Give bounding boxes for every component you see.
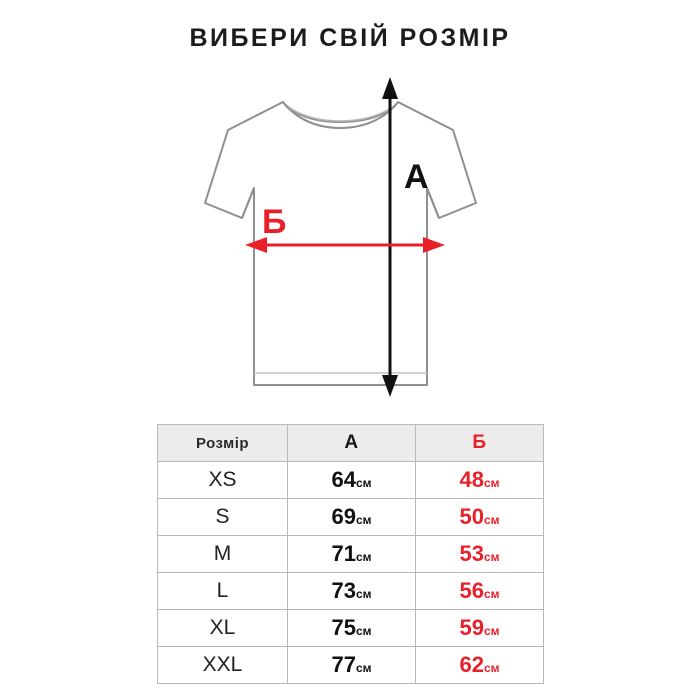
value-b: 56 (459, 578, 484, 603)
value-a: 71 (331, 541, 356, 566)
cell-a (288, 573, 416, 610)
value-b: 48 (459, 467, 484, 492)
column-header-size: Розмір (158, 425, 288, 462)
unit-label: см (355, 513, 372, 527)
size-table (157, 424, 544, 684)
cell-b (416, 462, 544, 499)
cell-a (288, 536, 416, 573)
table-header-row (158, 425, 544, 462)
value-b: 53 (459, 541, 484, 566)
cell-size: L (158, 573, 288, 610)
cell-size: XL (158, 610, 288, 647)
cell-b (416, 499, 544, 536)
cell-size: S (158, 499, 288, 536)
value-a: 64 (331, 467, 356, 492)
cell-b (416, 573, 544, 610)
cell-a (288, 462, 416, 499)
value-a: 77 (331, 652, 356, 677)
table-row (158, 462, 544, 499)
unit-label: см (355, 550, 372, 564)
measure-a-label: А (404, 158, 429, 196)
unit-label: см (483, 587, 500, 601)
cell-a (288, 610, 416, 647)
table-row (158, 499, 544, 536)
page-title: ВИБЕРИ СВІЙ РОЗМІР (189, 24, 511, 52)
value-a: 69 (331, 504, 356, 529)
cell-size: M (158, 536, 288, 573)
cell-a (288, 647, 416, 684)
value-b: 62 (459, 652, 484, 677)
unit-label: см (355, 661, 372, 675)
table-row (158, 573, 544, 610)
unit-label: см (355, 624, 372, 638)
tshirt-icon (150, 55, 550, 400)
unit-label: см (483, 661, 500, 675)
tshirt-diagram (150, 55, 550, 400)
unit-label: см (483, 550, 500, 564)
table-row (158, 536, 544, 573)
measure-b-label: Б (262, 203, 287, 241)
value-a: 73 (331, 578, 356, 603)
unit-label: см (483, 624, 500, 638)
value-a: 75 (331, 615, 356, 640)
cell-size: XXL (158, 647, 288, 684)
unit-label: см (483, 476, 500, 490)
column-header-a: А (288, 425, 416, 462)
cell-a (288, 499, 416, 536)
cell-b (416, 647, 544, 684)
cell-size: XS (158, 462, 288, 499)
value-b: 50 (459, 504, 484, 529)
unit-label: см (483, 513, 500, 527)
value-b: 59 (459, 615, 484, 640)
unit-label: см (355, 587, 372, 601)
column-header-b: Б (416, 425, 544, 462)
table-row (158, 610, 544, 647)
table-row (158, 647, 544, 684)
unit-label: см (355, 476, 372, 490)
cell-b (416, 536, 544, 573)
cell-b (416, 610, 544, 647)
